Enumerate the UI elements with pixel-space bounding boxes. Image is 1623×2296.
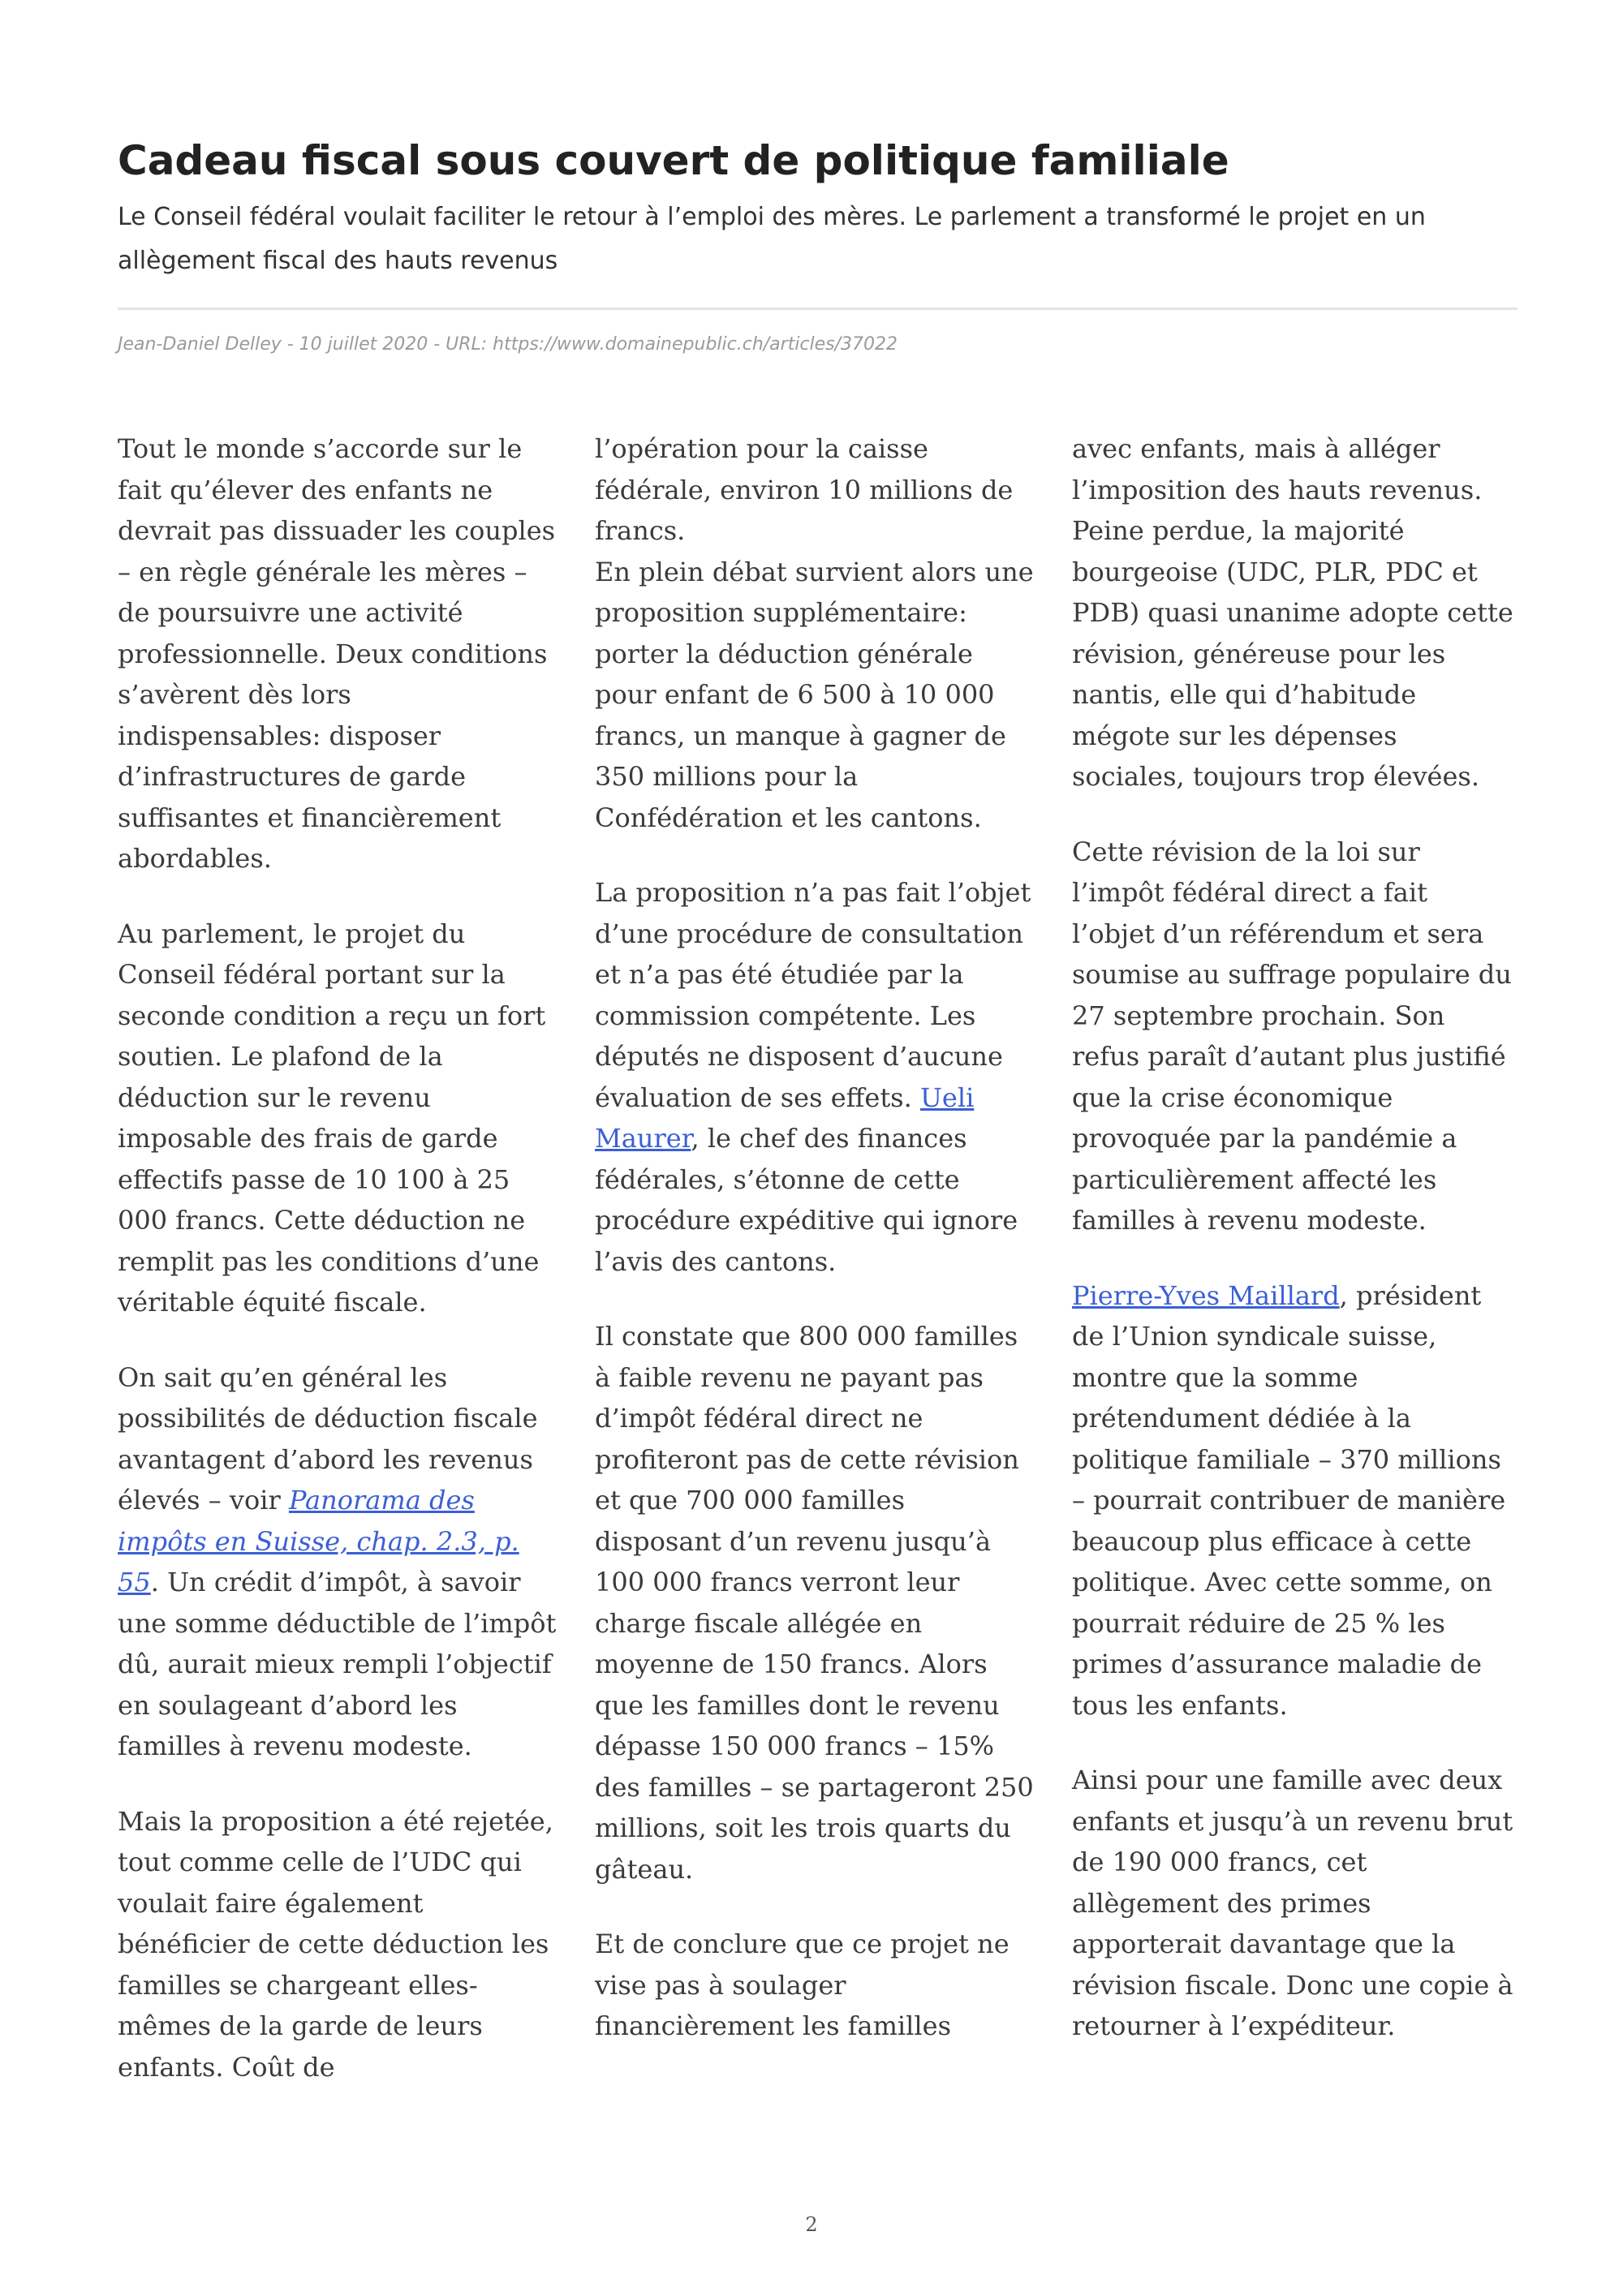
column-3 — [1072, 428, 1514, 2081]
paragraph — [1072, 1275, 1514, 1726]
ueli-maurer-link[interactable]: Ueli Maurer — [595, 1081, 975, 1154]
paragraph-text: La proposition n’a pas fait l’objet d’une procédure de consultation et n’a pas été étudiée par la commission compétente. Les députés ne disposent d’aucune évaluation de ses effets. — [595, 877, 1031, 1113]
column-2 — [595, 428, 1037, 2081]
paragraph — [595, 872, 1037, 1282]
paragraph-text: , président de l’Union syndicale suisse, montre que la somme prétendument dédiée à la politique familiale – 370 millions – pourrait contribuer de manière beaucoup plus efficace à cette politique. Avec cette somme, on pourrait réduire de 25 % les primes d’assurance maladie de tous les enfants. — [1072, 1279, 1506, 1721]
paragraph: Cette révision de la loi sur l’impôt fédéral direct a fait l’objet d’un référendum et sera soumise au suffrage populaire du 27 septembre prochain. Son refus paraît d’autant plus justifié que la crise économique provoquée par la pandémie a particulièrement affecté les familles à revenu modeste. — [1072, 836, 1512, 1236]
paragraph: Mais la proposition a été rejetée, tout comme celle de l’UDC qui voulait faire également bénéficier de cette déduction les familles se chargeant elles-mêmes de la garde de leurs enfants. Coût de — [118, 1805, 553, 2083]
column-1 — [118, 428, 560, 2122]
paragraph-text: . Un crédit d’impôt, à savoir une somme déductible de l’impôt dû, aurait mieux rempli l’objectif en soulageant d’abord les familles à revenu modeste. — [118, 1567, 557, 1761]
divider — [118, 307, 1518, 310]
paragraph: Et de conclure que ce projet ne vise pas à soulager financièrement les familles — [595, 1928, 1010, 2041]
panorama-impots-link[interactable]: Panorama des impôts en Suisse, chap. 2.3, p. 55 — [118, 1485, 519, 1597]
paragraph: Au parlement, le projet du Conseil fédéral portant sur la seconde condition a reçu un fort soutien. Le plafond de la déduction sur le revenu imposable des frais de garde effectifs passe de 10 100 à 25 000 francs. Cette déduction ne remplit pas les conditions d’une véritable équité fiscale. — [118, 918, 546, 1318]
paragraph: Tout le monde s’accorde sur le fait qu’élever des enfants ne devrait pas dissuader les couples – en règle générale les mères – de poursuivre une activité professionnelle. Deux conditions s’avèrent dès lors indispensables: disposer d’infrastructures de garde suffisantes et financièrement abordables. — [118, 433, 556, 874]
page-number: 2 — [805, 2213, 818, 2236]
paragraph: En plein débat survient alors une proposition supplémentaire: porter la déduction générale pour enfant de 6 500 à 10 000 francs, un manque à gagner de 350 millions pour la Confédération et les cantons. — [595, 556, 1034, 833]
pierre-yves-maillard-link[interactable]: Pierre-Yves Maillard — [1072, 1279, 1340, 1311]
paragraph: Il constate que 800 000 familles à faible revenu ne payant pas d’impôt fédéral direct ne profiteront pas de cette révision et que 700 000 familles disposant d’un revenu jusqu’à 100 000 francs verront leur charge fiscale allégée en moyenne de 150 francs. Alors que les familles dont le revenu dépasse 150 000 francs – 15% des familles – se partageront 250 millions, soit les trois quarts du gâteau. — [595, 1321, 1034, 1885]
article-subtitle: Le Conseil fédéral voulait faciliter le retour à l’emploi des mères. Le parlement a transformé le projet en un allègement fiscal des hauts revenus — [118, 203, 1426, 275]
paragraph-text: , le chef des finances fédérales, s’étonne de cette procédure expéditive qui ignore l’avis des cantons. — [595, 1123, 1018, 1277]
paragraph: l’opération pour la caisse fédérale, environ 10 millions de francs. — [595, 433, 1014, 546]
article-title: Cadeau fiscal sous couvert de politique familiale — [118, 137, 1229, 184]
article — [118, 134, 1518, 2083]
paragraph: avec enfants, mais à alléger l’imposition des hauts revenus. Peine perdue, la majorité bourgeoise (UDC, PLR, PDC et PDB) quasi unanime adopte cette révision, généreuse pour les nantis, elle qui d’habitude mégote sur les dépenses sociales, toujours trop élevées. — [1072, 433, 1513, 792]
paragraph-text: On sait qu’en général les possibilités de déduction fiscale avantagent d’abord les revenus élevés – voir — [118, 1361, 538, 1516]
paragraph: Ainsi pour une famille avec deux enfants et jusqu’à un revenu brut de 190 000 francs, cet allègement des primes apporterait davantage que la révision fiscale. Donc une copie à retourner à l’expéditeur. — [1072, 1765, 1513, 2041]
paragraph — [118, 1357, 560, 1767]
article-byline: Jean-Daniel Delley - 10 juillet 2020 - URL: https://www.domainepublic.ch/articles/37022 — [118, 334, 898, 355]
